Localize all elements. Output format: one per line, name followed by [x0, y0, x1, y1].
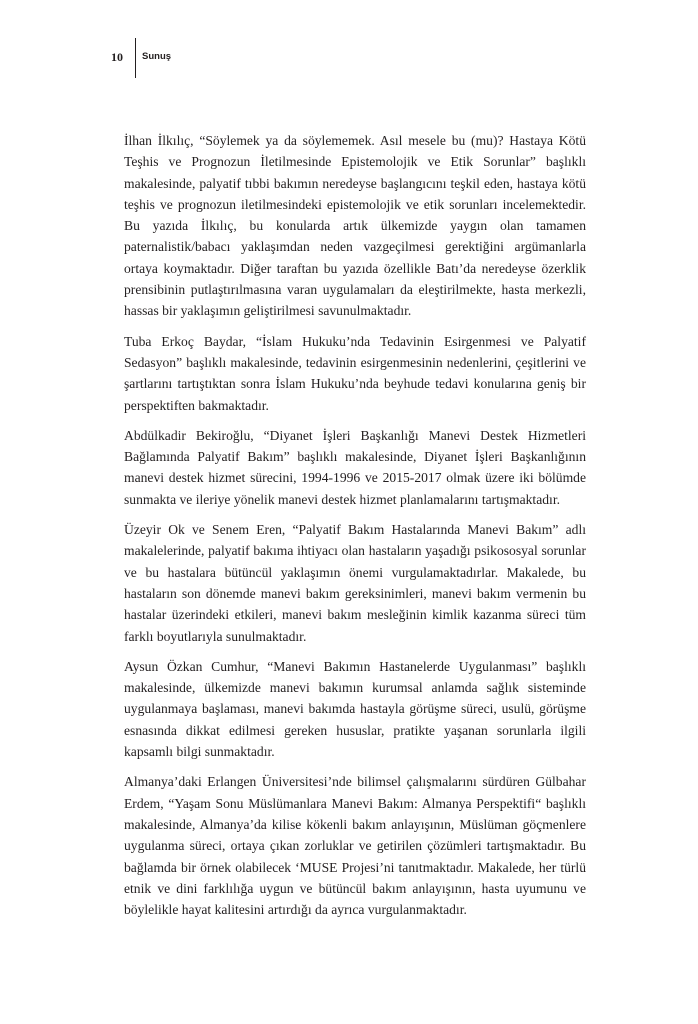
- paragraph-ozkan-cumhur: Aysun Özkan Cumhur, “Manevi Bakımın Hastanelerde Uygulanması” başlıklı makalesinde, ülkemizde manevi bakımın kurumsal anlamda sağlık sisteminde uygulanmaya başlaması, manevi bakımda hastayla görüşme süreci, usulü, görüşme esnasında dikkat edilmesi gereken hususlar, pratikte yaşanan sorunlarla ilgili kapsamlı bilgi sunmaktadır.: [124, 658, 586, 760]
- body-text: [124, 130, 586, 929]
- paragraph-bekiroglu: Abdülkadir Bekiroğlu, “Diyanet İşleri Başkanlığı Manevi Destek Hizmetleri Bağlamında Palyatif Bakım” başlıklı makalesinde, Diyanet İşleri Başkanlığının manevi destek hizmet sürecini, 1994-1996 ve 2015-2017 olmak üzere iki bölümde sunmakta ve ileriye yönelik manevi destek hizmet planlamalarını tartışmaktadır.: [124, 427, 586, 507]
- header-divider: [135, 38, 136, 78]
- page-number: 10: [111, 50, 123, 64]
- paragraph-erkoc-baydar: Tuba Erkoç Baydar, “İslam Hukuku’nda Tedavinin Esirgenmesi ve Palyatif Sedasyon” başlıklı makalesinde, tedavinin esirgenmesinin nedenlerini, çeşitlerini ve şartlarını tartıştıktan sonra İslam Hukuku’nda beyhude tedavi konularına geniş bir perspektiften bakmaktadır.: [124, 333, 586, 413]
- paragraph-ilkilic: İlhan İlkılıç, “Söylemek ya da söylememek. Asıl mesele bu (mu)? Hastaya Kötü Teşhis ve Prognozun İletilmesinde Epistemolojik ve Etik Sorunlar” başlıklı makalesinde, palyatif tıbbi bakımın neredeyse başlangıcını teşkil eden, hastaya kötü teşhis ve prognozun iletilmesindeki epistemolojik ve etik sorunları incelemektedir. Bu yazıda İlkılıç, bu konularda artık ülkemizde yaygın olan tamamen paternalistik/babacı yaklaşımdan neden vazgeçilmesi gerektiğini argümanlarla ortaya koymaktadır. Diğer taraftan bu yazıda özellikle Batı’da neredeyse özerklik prensibinin putlaştırılmasına varan uygulamaları da eleştirilmekte, hasta merkezli, hassas bir yaklaşımın geliştirilmesi savunulmaktadır.: [124, 133, 586, 319]
- paragraph-ok-eren: Üzeyir Ok ve Senem Eren, “Palyatif Bakım Hastalarında Manevi Bakım” adlı makalelerinde, palyatif bakıma ihtiyacı olan hastaların yaşadığı psikososyal sorunlar ve bu hastalara bütüncül yaklaşımın önemi vurgulamaktadırlar. Makalede, bu hastaların son dönemde manevi bakım gereksinimleri, manevi bakım vermenin bu hastalar üzerindeki etkileri, manevi bakım mesleğinin kimlik kazanma süreci tüm farklı boyutlarıyla sunulmaktadır.: [124, 522, 586, 644]
- running-header: [111, 38, 171, 78]
- paragraph-erdem: Almanya’daki Erlangen Üniversitesi’nde bilimsel çalışmalarını sürdüren Gülbahar Erdem, “Yaşam Sonu Müslümanlara Manevi Bakım: Almanya Perspektifi“ başlıklı makalesinde, Almanya’da kilise kökenli bakım anlayışının, Müslüman göçmenlere uygulanma süreci, ortaya çıkan zorluklar ve getirilen çözümleri tartışmaktadır. Bu bağlamda bir örnek olabilecek ‘MUSE Projesi’ni tanıtmaktadır. Makalede, her türlü etnik ve dini farklılığa uygun ve bütüncül bakım anlayışının, hasta uyumunu ve böylelikle hayat kalitesini artırdığı da ayrıca vurgulanmaktadır.: [124, 774, 586, 918]
- running-section-title: Sunuş: [142, 51, 172, 62]
